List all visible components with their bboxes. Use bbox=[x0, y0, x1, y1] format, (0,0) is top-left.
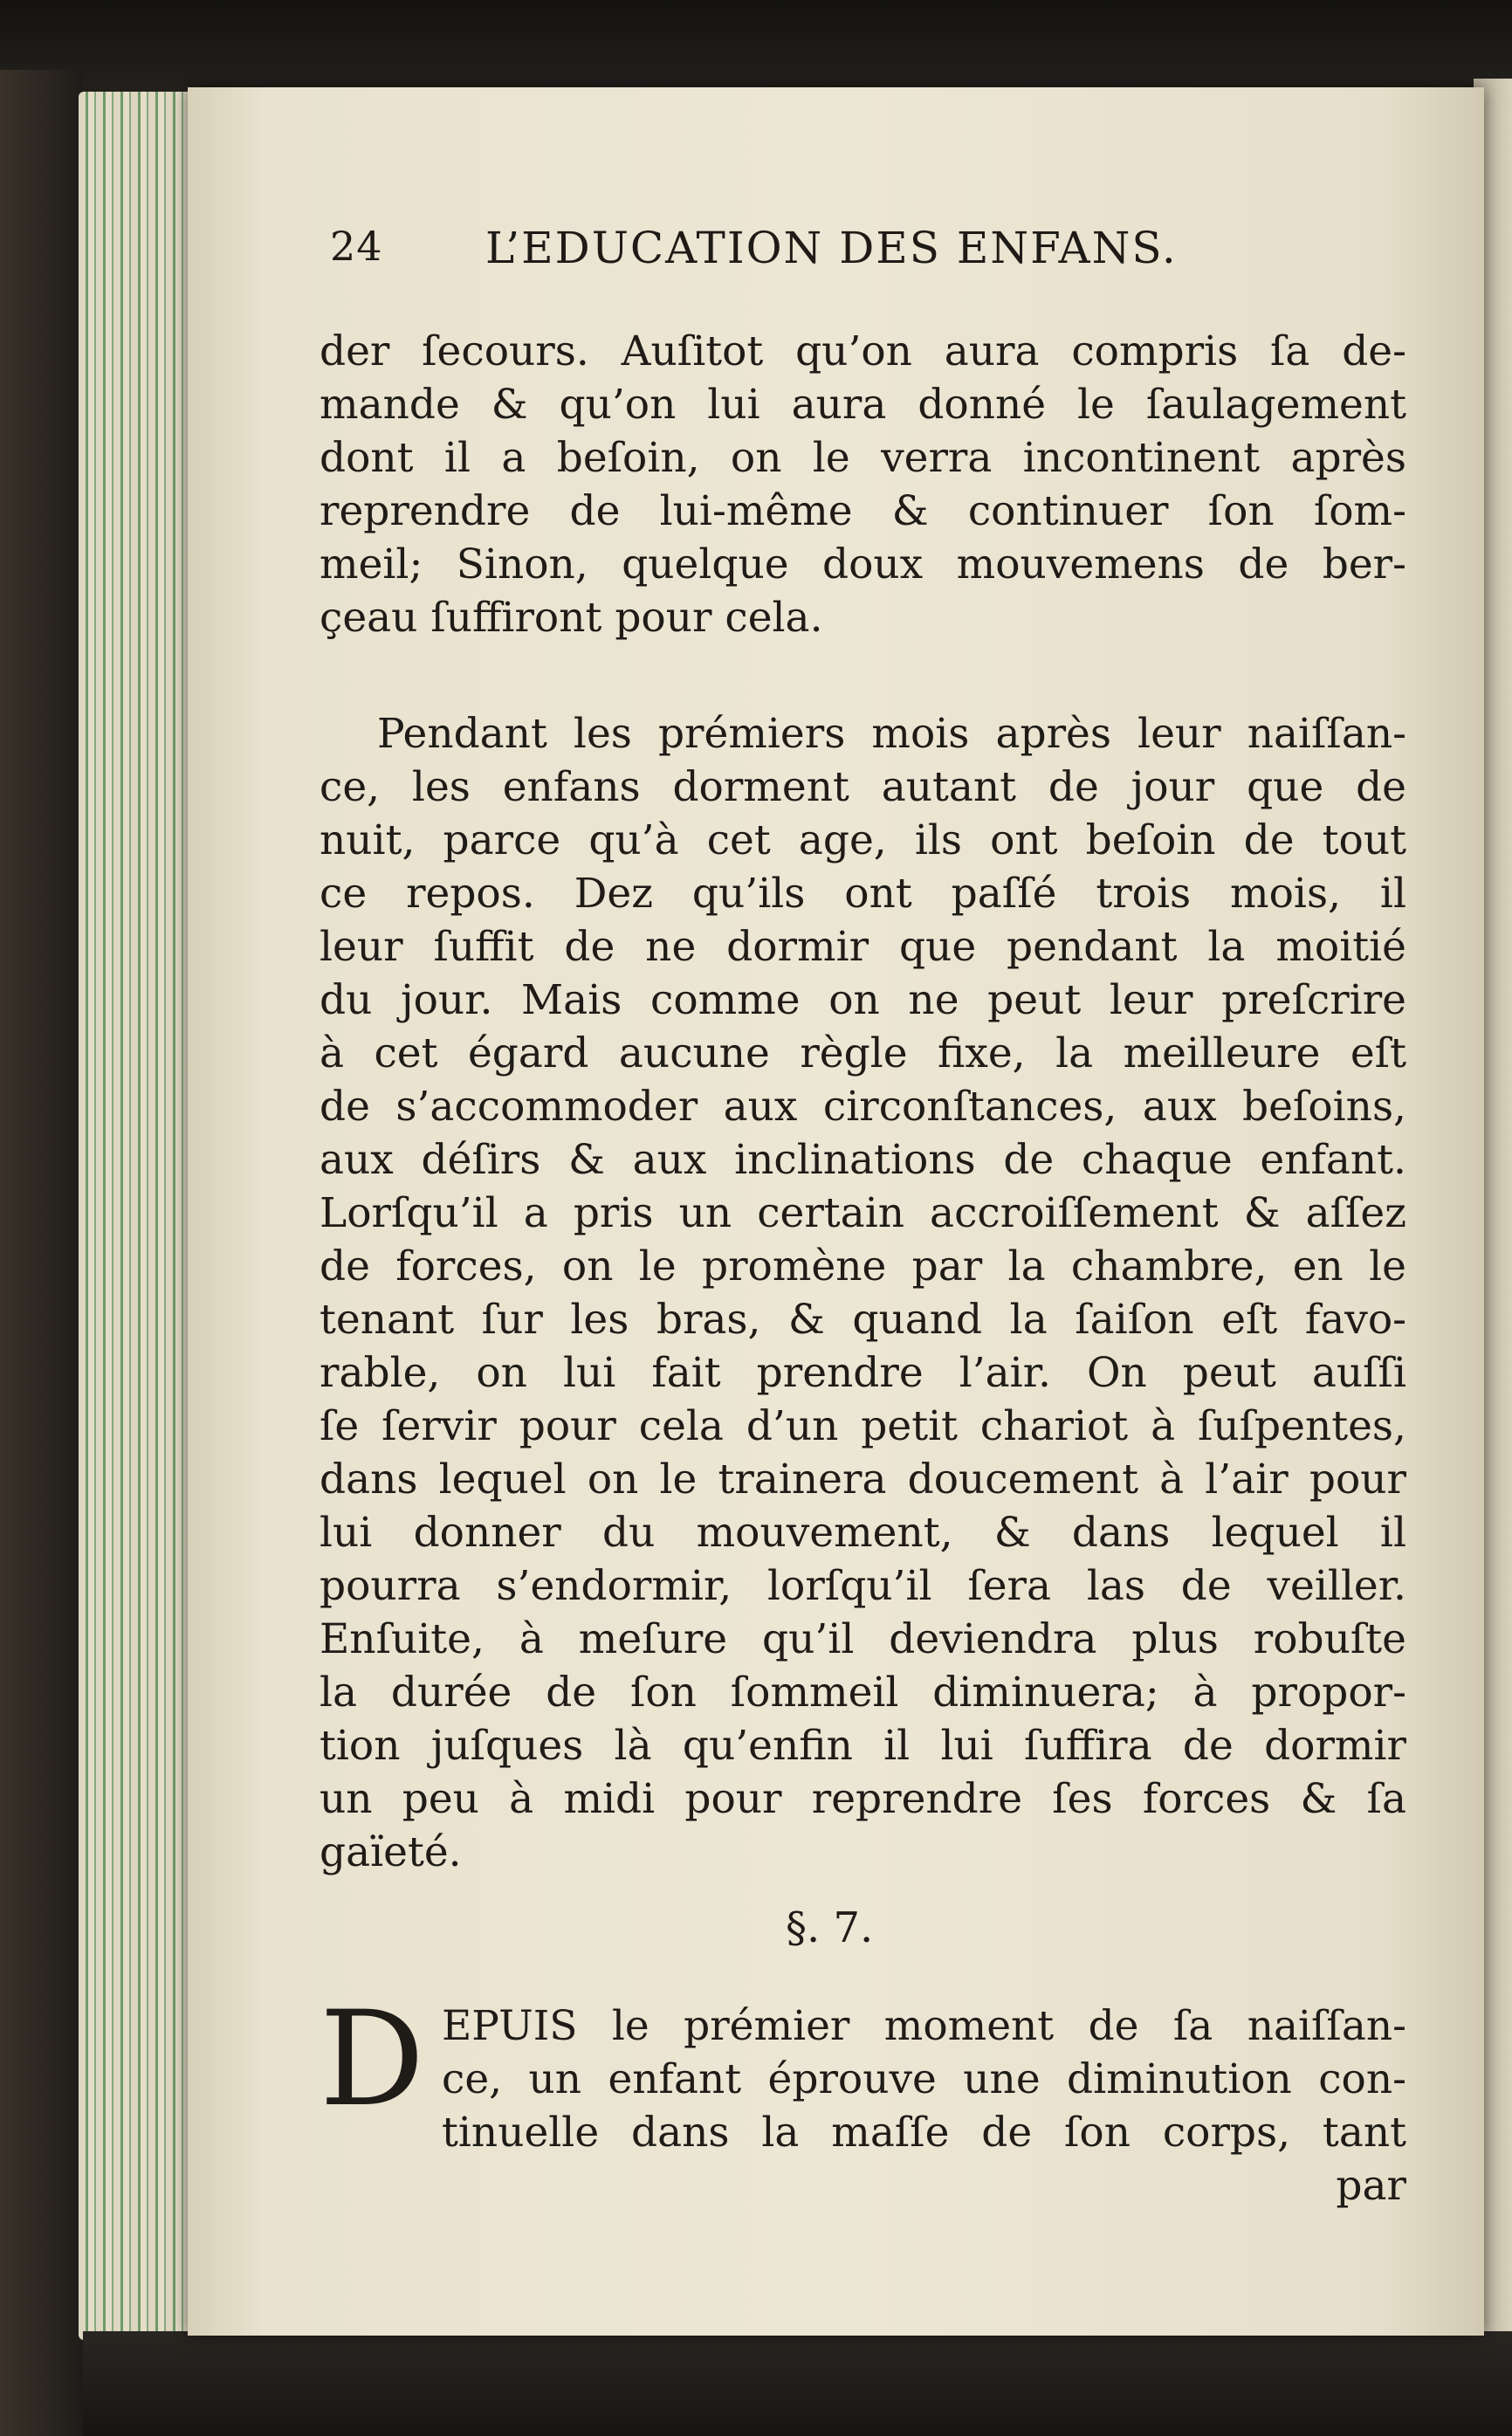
text-line: dans lequel on le trainera doucement à l’air pour bbox=[320, 1455, 1406, 1504]
text-line: à cet égard aucune règle fixe, la meilleure eſt bbox=[320, 1029, 1406, 1077]
catchword-row bbox=[320, 2159, 1406, 2212]
running-head: L’EDUCATION DES ENFANS. bbox=[485, 223, 1178, 273]
text-line: çeau ſuffiront pour cela. bbox=[320, 594, 823, 642]
text-line: lui donner du mouvement, & dans lequel il bbox=[320, 1509, 1406, 1557]
text-line: ce repos. Dez qu’ils ont paſſé trois mois, il bbox=[320, 870, 1406, 918]
paragraph-2 bbox=[320, 707, 1406, 1879]
text-line: ce, les enfans dorment autant de jour que de bbox=[320, 763, 1406, 811]
text-line: nuit, parce qu’à cet age, ils ont beſoin de tout bbox=[320, 816, 1406, 864]
text-line: de forces, on le promène par la chambre, en le bbox=[320, 1242, 1406, 1290]
paragraph-1 bbox=[320, 325, 1406, 644]
text-line: de s’accommoder aux circonſtances, aux beſoins, bbox=[320, 1083, 1406, 1131]
text-line: ſe ſervir pour cela d’un petit chariot à ſuſpentes, bbox=[320, 1402, 1406, 1450]
text-line: du jour. Mais comme on ne peut leur preſcrire bbox=[320, 976, 1406, 1024]
text-line: aux déſirs & aux inclinations de chaque enfant. bbox=[320, 1136, 1406, 1184]
text-line: reprendre de lui-même & continuer ſon ſom- bbox=[320, 487, 1406, 535]
section-heading: §. 7. bbox=[786, 1903, 874, 1952]
page-edges bbox=[79, 92, 196, 2340]
text-line: tenant ſur les bras, & quand la ſaiſon eſt favo- bbox=[320, 1296, 1406, 1344]
text-line: leur ſuffit de ne dormir que pendant la moitié bbox=[320, 923, 1406, 971]
book-binding-left bbox=[0, 70, 83, 2436]
text-line: Lorſqu’il a pris un certain accroiſſement & aſſez bbox=[320, 1189, 1406, 1237]
book-cover-top bbox=[0, 0, 1512, 96]
body-text bbox=[320, 325, 1406, 1879]
text-line: tion juſques là qu’enfin il lui ſuffira de dormir bbox=[320, 1722, 1406, 1770]
text-line: Pendant les prémiers mois après leur naiſſan- bbox=[377, 710, 1406, 758]
text-line: EPUIS le prémier moment de ſa naiſſan- bbox=[442, 2002, 1406, 2050]
text-line: rable, on lui fait prendre l’air. On peut auſſi bbox=[320, 1349, 1406, 1397]
page-header bbox=[330, 223, 1308, 284]
book-bottom-shadow bbox=[83, 2331, 1512, 2436]
text-line: pourra s’endormir, lorſqu’il ſera las de veiller. bbox=[320, 1562, 1406, 1610]
section-lines bbox=[442, 1999, 1406, 2159]
text-line: tinuelle dans la maſſe de ſon corps, tant bbox=[442, 2109, 1406, 2157]
text-line: der ſecours. Auſitot qu’on aura compris ſa de- bbox=[320, 327, 1406, 375]
catchword: par bbox=[1336, 2162, 1406, 2210]
text-line: ce, un enfant éprouve une diminution con- bbox=[442, 2055, 1406, 2103]
text-line: dont il a beſoin, on le verra incontinent après bbox=[320, 434, 1406, 482]
text-line: gaïeté. bbox=[320, 1828, 462, 1876]
text-line: Enſuite, à meſure qu’il deviendra plus robuſte bbox=[320, 1615, 1406, 1663]
text-line: un peu à midi pour reprendre ſes forces & ſa bbox=[320, 1775, 1406, 1823]
paragraph-gap bbox=[320, 644, 1406, 707]
text-line: meil; Sinon, quelque doux mouvemens de ber- bbox=[320, 540, 1406, 588]
drop-cap: D bbox=[320, 1984, 425, 2136]
text-line: la durée de ſon ſommeil diminuera; à propor- bbox=[320, 1669, 1406, 1717]
page-number: 24 bbox=[330, 223, 383, 270]
text-line: mande & qu’on lui aura donné le ſaulagement bbox=[320, 381, 1406, 429]
